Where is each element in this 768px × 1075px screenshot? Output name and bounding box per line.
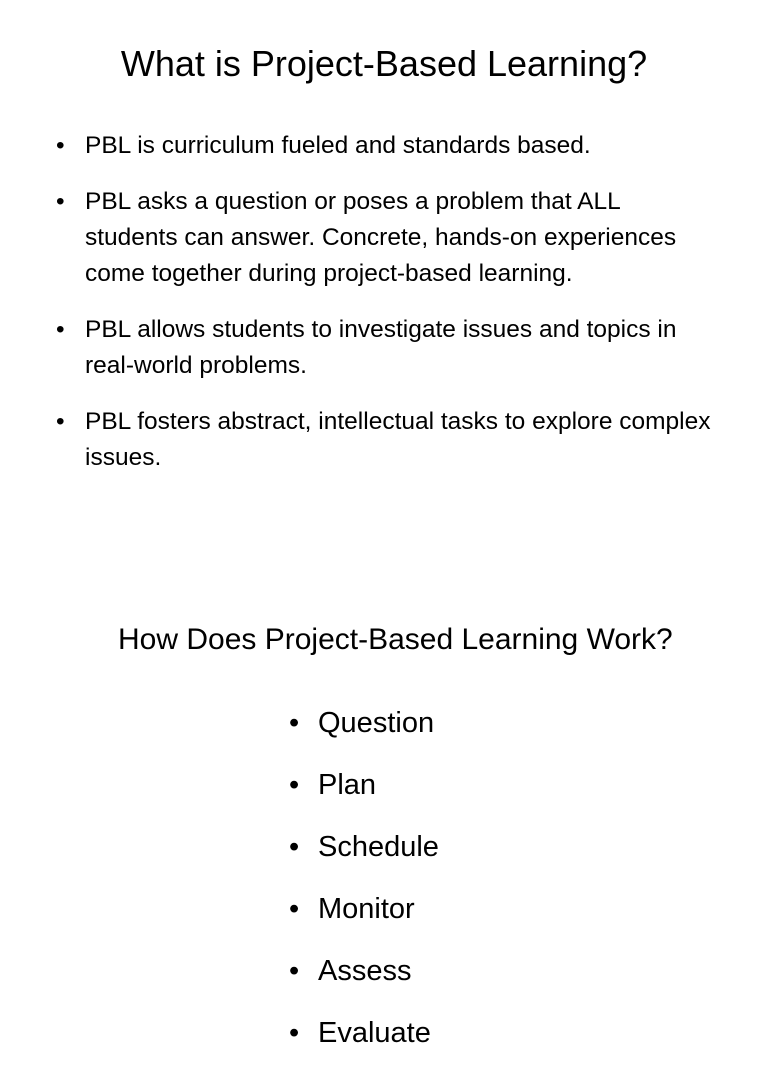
list-item: [289, 765, 439, 805]
slide1-title: What is Project-Based Learning?: [120, 43, 648, 84]
bullet-icon: •: [289, 831, 300, 863]
list-item: [56, 312, 716, 384]
bullet-text: Assess: [318, 955, 412, 987]
slide2-bullet-list: [289, 703, 439, 1075]
bullet-icon: •: [289, 1017, 300, 1049]
slide2-title: How Does Project-Based Learning Work?: [118, 623, 673, 656]
bullet-icon: •: [289, 707, 300, 739]
list-item: [289, 827, 439, 867]
list-item: [289, 889, 439, 929]
list-item: [289, 1013, 439, 1053]
slide1-bullet-list: [56, 128, 716, 496]
list-item: [56, 404, 716, 476]
bullet-icon: •: [56, 188, 65, 215]
bullet-icon: •: [289, 769, 300, 801]
bullet-icon: •: [56, 408, 65, 435]
bullet-icon: •: [289, 893, 300, 925]
bullet-text: Evaluate: [318, 1017, 431, 1049]
bullet-text: PBL fosters abstract, intellectual tasks to explore complex issues.: [85, 408, 711, 471]
bullet-text: PBL is curriculum fueled and standards based.: [85, 132, 591, 159]
bullet-text: Plan: [318, 769, 377, 801]
bullet-icon: •: [56, 132, 65, 159]
bullet-text: Monitor: [318, 893, 415, 925]
list-item: [56, 184, 716, 292]
bullet-text: PBL allows students to investigate issues and topics in real-world problems.: [85, 316, 677, 379]
bullet-text: Question: [318, 707, 435, 739]
list-item: [289, 951, 439, 991]
bullet-text: PBL asks a question or poses a problem that ALL students can answer. Concrete, hands-on experiences come together during project-based learning.: [85, 188, 677, 287]
bullet-icon: •: [56, 316, 65, 343]
list-item: [289, 703, 439, 743]
list-item: [56, 128, 716, 164]
bullet-text: Schedule: [318, 831, 439, 863]
bullet-icon: •: [289, 955, 300, 987]
